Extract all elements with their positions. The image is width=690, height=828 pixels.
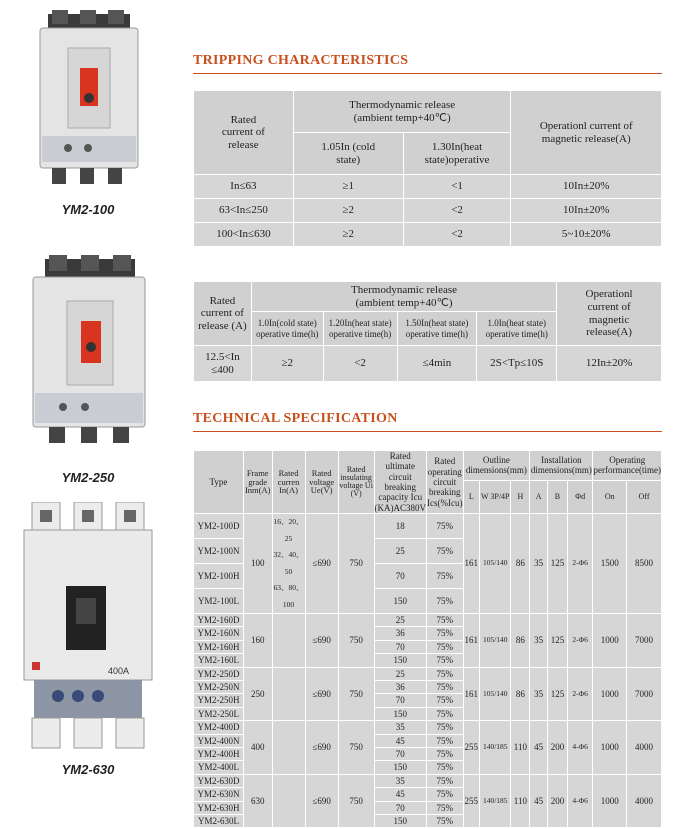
operating-cell: 75% [427,564,463,589]
type-cell: YM2-160L [194,654,244,667]
ultimate-cell: 36 [374,627,427,640]
table-cell: 10In±20% [511,199,662,223]
frame-cell: 250 [243,667,272,721]
table-cell: 63<In≤250 [194,199,294,223]
tripping-table-1 [193,90,662,247]
voltage-cell: ≤690 [305,614,338,668]
L-cell: 161 [463,667,479,721]
table-cell: <2 [403,223,511,247]
operating-cell: 75% [427,681,463,694]
type-cell: YM2-160N [194,627,244,640]
technical-title: TECHNICAL SPECIFICATION [193,411,398,426]
phi-cell: 2-Φ6 [567,514,593,614]
operating-cell: 75% [427,654,463,667]
H-cell: 110 [511,721,530,775]
table-cell: <2 [403,199,511,223]
W-cell: 105/140 [480,667,511,721]
operating-cell: 75% [427,747,463,760]
type-cell: YM2-250L [194,707,244,720]
phi-cell: 4-Φ6 [567,774,593,828]
rated-current-value: 63、80、100 [273,583,304,609]
W-cell: 140/185 [480,774,511,828]
ultimate-capacity-header: Rated ultimate circuit breaking capacity Icu (KA)AC380V [374,451,427,513]
product-ym2-250 [18,255,158,485]
type-cell: YM2-250H [194,694,244,707]
table-cell: 2S<Tp≤10S [477,346,557,382]
ultimate-cell: 25 [374,667,427,680]
B-cell: 125 [548,514,568,614]
off-cell: 4000 [627,721,662,775]
table-cell: 12.5<In ≤400 [194,346,252,382]
rated-current-cell [272,667,305,721]
B-cell: 125 [548,667,568,721]
operating-cell: 75% [427,539,463,564]
ultimate-cell: 25 [374,614,427,627]
type-cell: YM2-630L [194,814,244,827]
technical-title-rule [193,431,662,432]
thermo-header: Thermodynamic release (ambient temp+40℃) [293,91,511,133]
type-header: Type [194,451,244,514]
voltage-cell: ≤690 [305,667,338,721]
rated-current-cell [272,514,305,614]
operating-cell: 75% [427,774,463,787]
ultimate-cell: 70 [374,564,427,589]
type-cell: YM2-100L [194,589,244,614]
ultimate-cell: 150 [374,761,427,774]
W-cell: 140/185 [480,721,511,775]
table-row [194,721,662,734]
H-header: H [511,480,530,513]
ultimate-cell: 25 [374,539,427,564]
product-ym2-630 [18,502,158,777]
operating-cell: 75% [427,514,463,539]
operating-cell: 75% [427,694,463,707]
table-cell: ≥1 [293,175,403,199]
type-cell: YM2-630D [194,774,244,787]
ultimate-cell: 45 [374,734,427,747]
ultimate-cell: 35 [374,774,427,787]
operating-cell: 75% [427,640,463,653]
table-cell: <1 [403,175,511,199]
rating-mark: 400A [108,666,130,676]
table-cell: 5~10±20% [511,223,662,247]
rated-current-cell [272,721,305,775]
technical-spec-table [193,450,662,828]
rated-current-header: Rated current of release [194,91,294,175]
ultimate-cell: 70 [374,801,427,814]
frame-cell: 400 [243,721,272,775]
phi-cell: 2-Φ6 [567,667,593,721]
ultimate-cell: 70 [374,694,427,707]
A-cell: 45 [530,774,548,828]
tripping-title-rule [193,73,662,74]
L-cell: 255 [463,774,479,828]
operating-cell: 75% [427,589,463,614]
H-cell: 86 [511,667,530,721]
table-row [194,614,662,627]
product-model-label: YM2-250 [61,470,115,485]
breaker-image-ym2-250 [23,255,153,445]
off-header: Off [627,480,662,513]
operating-cell: 75% [427,667,463,680]
time-header: 1.20In(heat state) operative time(h) [323,312,397,346]
on-header: On [593,480,627,513]
product-ym2-100 [18,8,158,217]
A-cell: 35 [530,514,548,614]
phi-cell: 2-Φ6 [567,614,593,668]
operating-cell: 75% [427,814,463,827]
frame-cell: 100 [243,514,272,614]
B-cell: 125 [548,614,568,668]
voltage-cell: ≤690 [305,514,338,614]
heat-state-header: 1.30In(heat state)operative [403,133,511,175]
W-cell: 105/140 [480,514,511,614]
ultimate-cell: 36 [374,681,427,694]
L-cell: 161 [463,514,479,614]
frame-header: Frame grade Inm(A) [243,451,272,514]
table-cell: ≥2 [251,346,323,382]
W-cell: 105/140 [480,614,511,668]
frame-cell: 630 [243,774,272,828]
cold-state-header: 1.05In (cold state) [293,133,403,175]
rated-current-cell [272,614,305,668]
insulating-cell: 750 [338,774,374,828]
B-cell: 200 [548,721,568,775]
type-cell: YM2-160D [194,614,244,627]
type-cell: YM2-630H [194,801,244,814]
table-cell: 10In±20% [511,175,662,199]
A-header: A [530,480,548,513]
L-cell: 255 [463,721,479,775]
operating-cell: 75% [427,707,463,720]
table-row [194,774,662,787]
time-header: 1.0In(heat state) operative time(h) [477,312,557,346]
ultimate-cell: 70 [374,640,427,653]
insulating-cell: 750 [338,667,374,721]
W-header: W 3P/4P [480,480,511,513]
ultimate-cell: 150 [374,654,427,667]
breaker-image-ym2-630 [18,502,158,752]
phi-cell: 4-Φ6 [567,721,593,775]
rated-current-cell [272,774,305,828]
ultimate-cell: 18 [374,514,427,539]
B-header: B [548,480,568,513]
table-cell: <2 [323,346,397,382]
installation-header: Installation dimensions(mm) [530,451,593,481]
H-cell: 86 [511,514,530,614]
type-cell: YM2-400N [194,734,244,747]
table-cell: 12In±20% [557,346,662,382]
table-row [194,667,662,680]
off-cell: 7000 [627,614,662,668]
table-cell: ≥2 [293,199,403,223]
on-cell: 1000 [593,614,627,668]
A-cell: 35 [530,614,548,668]
table-row [194,346,662,382]
table-row [194,175,662,199]
operating-cell: 75% [427,801,463,814]
type-cell: YM2-100D [194,514,244,539]
insulating-cell: 750 [338,721,374,775]
off-cell: 8500 [627,514,662,614]
type-cell: YM2-250D [194,667,244,680]
ultimate-cell: 150 [374,814,427,827]
off-cell: 4000 [627,774,662,828]
phi-header: Φd [567,480,593,513]
on-cell: 1000 [593,667,627,721]
voltage-cell: ≤690 [305,721,338,775]
type-cell: YM2-250N [194,681,244,694]
type-cell: YM2-400L [194,761,244,774]
ultimate-cell: 150 [374,707,427,720]
table-row [194,223,662,247]
table-cell: In≤63 [194,175,294,199]
type-cell: YM2-100H [194,564,244,589]
B-cell: 200 [548,774,568,828]
insulating-voltage-header: Rated insulating voltage Ui (V) [338,451,374,514]
H-cell: 86 [511,614,530,668]
operating-cell: 75% [427,788,463,801]
ultimate-cell: 35 [374,721,427,734]
breaker-image-ym2-100 [28,8,148,186]
ultimate-cell: 45 [374,788,427,801]
operating-cell: 75% [427,614,463,627]
type-cell: YM2-630N [194,788,244,801]
insulating-cell: 750 [338,614,374,668]
frame-cell: 160 [243,614,272,668]
ultimate-cell: 150 [374,589,427,614]
tripping-title: TRIPPING CHARACTERISTICS [193,53,409,68]
operating-capacity-header: Rated operating circuit breaking Ics(%Icu) [427,451,463,514]
table-row [194,514,662,539]
on-cell: 1000 [593,721,627,775]
type-cell: YM2-100N [194,539,244,564]
on-cell: 1500 [593,514,627,614]
product-model-label: YM2-100 [61,202,115,217]
ultimate-cell: 70 [374,747,427,760]
rated-current-value: 32、40、50 [273,550,304,576]
on-cell: 1000 [593,774,627,828]
tripping-table-2 [193,281,662,382]
L-header: L [463,480,479,513]
rated-current-header: Rated current of release (A) [194,282,252,346]
operating-cell: 75% [427,627,463,640]
table-cell: 100<In≤630 [194,223,294,247]
type-cell: YM2-400H [194,747,244,760]
rated-voltage-header: Rated voltage Ue(V) [305,451,338,514]
rated-current-value: 16、20、25 [273,517,304,543]
operating-cell: 75% [427,761,463,774]
time-header: 1.0In(cold state) operative time(h) [251,312,323,346]
table-cell: ≥2 [293,223,403,247]
operating-cell: 75% [427,721,463,734]
table-cell: ≤4min [397,346,477,382]
product-model-label: YM2-630 [61,762,115,777]
magnetic-header: Operationl current of magnetic release(A) [511,91,662,175]
magnetic-header: Operationl current of magnetic release(A) [557,282,662,346]
outline-header: Outline dimensions(mm) [463,451,530,481]
performance-header: Operating performance(time) [593,451,662,481]
A-cell: 35 [530,667,548,721]
insulating-cell: 750 [338,514,374,614]
rated-current-header: Rated curren In(A) [272,451,305,514]
H-cell: 110 [511,774,530,828]
thermo-header: Thermodynamic release (ambient temp+40℃) [251,282,556,312]
table-row [194,199,662,223]
type-cell: YM2-160H [194,640,244,653]
voltage-cell: ≤690 [305,774,338,828]
type-cell: YM2-400D [194,721,244,734]
L-cell: 161 [463,614,479,668]
operating-cell: 75% [427,734,463,747]
time-header: 1.50In(heat state) operative time(h) [397,312,477,346]
A-cell: 45 [530,721,548,775]
off-cell: 7000 [627,667,662,721]
